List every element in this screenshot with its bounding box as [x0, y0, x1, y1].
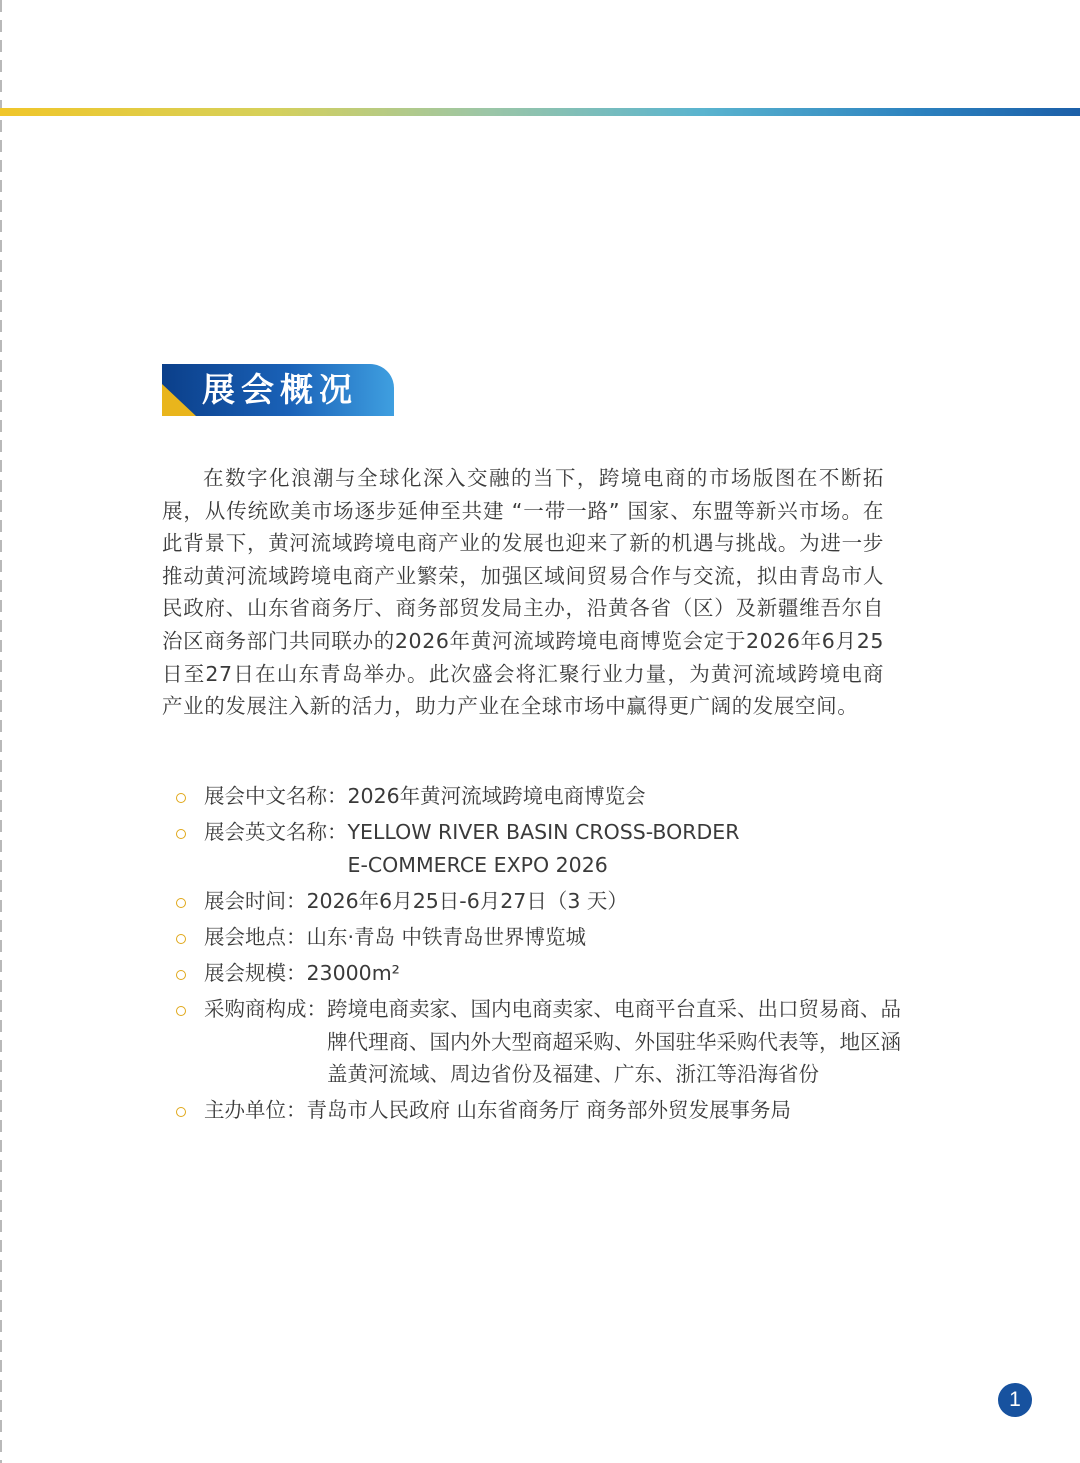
- info-label: 采购商构成：: [204, 997, 327, 1022]
- info-item-organizers: [174, 1094, 914, 1127]
- bullet-icon: [176, 793, 186, 803]
- section-header-fold: [162, 384, 196, 416]
- bullet-icon: [176, 1107, 186, 1117]
- bullet-icon: [176, 829, 186, 839]
- info-label: 展会规模：: [204, 960, 307, 985]
- info-label: 主办单位：: [204, 1098, 307, 1123]
- info-value: 山东·青岛 中铁青岛世界博览城: [306, 924, 587, 949]
- info-label: 展会中文名称：: [204, 784, 348, 808]
- info-value: 2026年黄河流域跨境电商博览会: [347, 784, 646, 808]
- bullet-icon: [176, 934, 186, 944]
- info-value-line: YELLOW RIVER BASIN CROSS-BORDER: [347, 820, 740, 845]
- section-title: 展会概况: [202, 370, 358, 409]
- section-header: [162, 364, 398, 418]
- info-value: 青岛市人民政府 山东省商务厅 商务部外贸发展事务局: [306, 1098, 792, 1123]
- info-item-cn-name: [174, 780, 914, 813]
- info-item-venue: [174, 921, 914, 954]
- info-item-en-name: [174, 816, 914, 881]
- intro-paragraph: 在数字化浪潮与全球化深入交融的当下，跨境电商的市场版图在不断拓展，从传统欧美市场逐步延伸至共建 “一带一路” 国家、东盟等新兴市场。在此背景下，黄河流域跨境电商产业的发展也迎来了新的机遇与挑战。为进一步推动黄河流域跨境电商产业繁荣，加强区域间贸易合作与交流，拟由青岛市人民政府、山东省商务厅、商务部贸发局主办，沿黄各省（区）及新疆维吾尔自治区商务部门共同联办的2026年黄河流域跨境电商博览会定于2026年6月25日至27日在山东青岛举办。此次盛会将汇聚行业力量，为黄河流域跨境电商产业的发展注入新的活力，助力产业在全球市场中赢得更广阔的发展空间。: [162, 466, 884, 719]
- expo-info-list: [174, 780, 914, 1130]
- info-value: [348, 816, 915, 881]
- header-gradient-bar: [0, 108, 1080, 116]
- bullet-icon: [176, 1006, 186, 1016]
- info-value: 23000m²: [306, 960, 400, 985]
- info-value: 2026年6月25日-6月27日（3 天）: [306, 888, 628, 913]
- info-label: 展会地点：: [204, 924, 307, 949]
- page-number: 1: [998, 1383, 1032, 1417]
- info-label: 展会时间：: [204, 888, 307, 913]
- bullet-icon: [176, 970, 186, 980]
- info-value-line: E-COMMERCE EXPO 2026: [347, 852, 608, 877]
- info-item-scale: [174, 957, 914, 990]
- info-item-buyers: [174, 993, 914, 1091]
- bullet-icon: [176, 898, 186, 908]
- info-label: 展会英文名称：: [204, 820, 348, 845]
- info-value: 跨境电商卖家、国内电商卖家、电商平台直采、出口贸易商、品牌代理商、国内外大型商超采购、外国驻华采购代表等，地区涵盖黄河流域、周边省份及福建、广东、浙江等沿海省份: [327, 997, 901, 1087]
- page-dashed-edge: [0, 0, 2, 1463]
- info-item-time: [174, 885, 914, 918]
